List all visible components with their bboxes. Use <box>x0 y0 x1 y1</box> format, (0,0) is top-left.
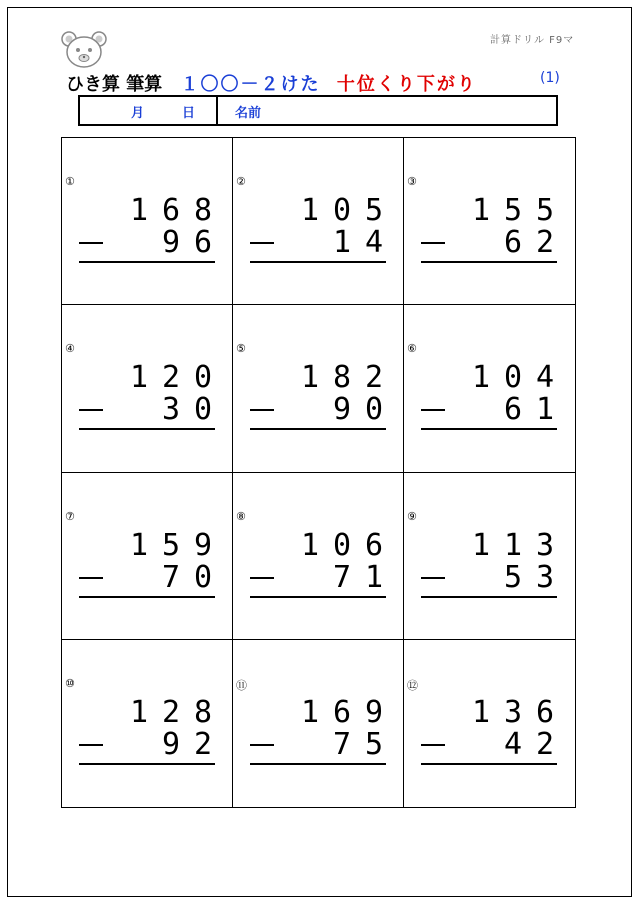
minuend-digit: 9 <box>364 694 384 730</box>
minuend-digit: 3 <box>503 694 523 730</box>
subtrahend-digit: 1 <box>332 225 352 260</box>
answer-line <box>250 763 386 765</box>
problem-number: ③ <box>407 175 417 188</box>
answer-line <box>79 428 215 430</box>
minus-sign <box>79 744 103 746</box>
problem-number: ⑦ <box>65 509 75 523</box>
answer-line <box>421 261 557 263</box>
title-range: １〇〇－２けた <box>180 74 321 95</box>
minuend-digit: 2 <box>161 694 181 730</box>
subtrahend-digit: 5 <box>503 559 523 595</box>
answer-line <box>421 596 557 598</box>
problem-cell <box>62 473 233 640</box>
subtrahend-digit: 5 <box>364 726 384 762</box>
minuend-digit: 1 <box>300 527 320 563</box>
answer-line <box>79 763 215 765</box>
bear-logo-icon <box>60 30 108 70</box>
minuend-digit: 6 <box>364 527 384 563</box>
minus-sign <box>421 577 445 579</box>
sheet-number: (1) <box>540 70 560 86</box>
problem-number: ⑧ <box>236 509 246 523</box>
answer-line <box>421 428 557 430</box>
problem-number: ⑩ <box>65 676 75 690</box>
minus-sign <box>250 409 274 411</box>
name-date-box <box>78 95 558 126</box>
problem-number: ⑪ <box>236 678 247 692</box>
minuend-digit: 0 <box>193 360 213 396</box>
subtrahend-digit: 4 <box>364 225 384 260</box>
subtrahend-digit: 0 <box>193 392 213 428</box>
subtrahend-digit: 0 <box>364 392 384 428</box>
problem-cell <box>62 305 233 472</box>
name-field[interactable] <box>218 97 556 124</box>
minuend-digit: 1 <box>471 527 491 563</box>
subtrahend-digit: 3 <box>161 392 181 428</box>
answer-line <box>79 596 215 598</box>
minuend-digit: 1 <box>300 193 320 228</box>
worksheet-title <box>66 70 477 96</box>
subtrahend-digit: 7 <box>332 726 352 762</box>
subtrahend-digit: 3 <box>535 559 555 595</box>
minuend-digit: 1 <box>471 694 491 730</box>
minuend-digit: 5 <box>535 193 555 228</box>
minuend-digit: 1 <box>129 193 149 228</box>
problem-number: ⑤ <box>236 342 246 356</box>
minuend-digit: 2 <box>364 360 384 396</box>
problem-number: ② <box>236 175 246 188</box>
problem-cell <box>404 473 575 640</box>
month-label: 月 <box>131 106 145 121</box>
minus-sign <box>250 242 274 244</box>
minuend-digit: 8 <box>332 360 352 396</box>
minus-sign <box>79 242 103 244</box>
minus-sign <box>79 409 103 411</box>
problem-cell <box>404 305 575 472</box>
minuend-digit: 9 <box>193 527 213 563</box>
answer-line <box>250 428 386 430</box>
name-label: 名前 <box>235 106 262 121</box>
problem-number: ⑥ <box>407 342 417 356</box>
subtrahend-digit: 7 <box>161 559 181 595</box>
problem-cell <box>62 138 233 305</box>
minuend-digit: 4 <box>535 360 555 396</box>
minuend-digit: 8 <box>193 193 213 228</box>
problem-cell <box>233 305 404 472</box>
minuend-digit: 1 <box>129 527 149 563</box>
subtrahend-digit: 6 <box>503 392 523 428</box>
date-field[interactable] <box>80 97 218 124</box>
minuend-digit: 1 <box>300 694 320 730</box>
minuend-digit: 2 <box>161 360 181 396</box>
brand-label: 計算ドリル F9マ <box>490 35 575 46</box>
answer-line <box>250 596 386 598</box>
day-label: 日 <box>182 106 196 121</box>
problem-grid <box>61 137 576 808</box>
subtrahend-digit: 2 <box>535 726 555 762</box>
answer-line <box>421 763 557 765</box>
subtrahend-digit: 6 <box>193 225 213 260</box>
subtrahend-digit: 2 <box>535 225 555 260</box>
subtrahend-digit: 1 <box>364 559 384 595</box>
problem-cell <box>233 640 404 807</box>
minuend-digit: 1 <box>300 360 320 396</box>
minuend-digit: 1 <box>471 193 491 228</box>
minuend-digit: 1 <box>471 360 491 396</box>
problem-cell <box>404 138 575 305</box>
problem-cell <box>404 640 575 807</box>
minuend-digit: 0 <box>332 193 352 228</box>
minus-sign <box>250 577 274 579</box>
minuend-digit: 5 <box>161 527 181 563</box>
subtrahend-digit: 4 <box>503 726 523 762</box>
minuend-digit: 1 <box>129 360 149 396</box>
problem-cell <box>233 138 404 305</box>
problem-number: ⑫ <box>407 678 418 692</box>
problem-number: ④ <box>65 342 75 356</box>
minuend-digit: 5 <box>364 193 384 228</box>
minus-sign <box>421 744 445 746</box>
subtrahend-digit: 1 <box>535 392 555 428</box>
subtrahend-digit: 0 <box>193 559 213 595</box>
minus-sign <box>79 577 103 579</box>
minuend-digit: 1 <box>129 694 149 730</box>
subtrahend-digit: 6 <box>503 225 523 260</box>
minus-sign <box>421 409 445 411</box>
subtrahend-digit: 2 <box>193 726 213 762</box>
minuend-digit: 6 <box>161 193 181 228</box>
minuend-digit: 0 <box>332 527 352 563</box>
minus-sign <box>421 242 445 244</box>
subtrahend-digit: 9 <box>332 392 352 428</box>
minuend-digit: 8 <box>193 694 213 730</box>
minuend-digit: 6 <box>535 694 555 730</box>
minus-sign <box>250 744 274 746</box>
minuend-digit: 6 <box>332 694 352 730</box>
subtrahend-digit: 7 <box>332 559 352 595</box>
problem-number: ① <box>65 175 75 188</box>
problem-cell <box>233 473 404 640</box>
title-operation: ひき算 筆算 <box>66 74 163 95</box>
minuend-digit: 5 <box>503 193 523 228</box>
subtrahend-digit: 9 <box>161 225 181 260</box>
title-borrow: 十位くり下がり <box>336 74 477 95</box>
answer-line <box>250 261 386 263</box>
minuend-digit: 0 <box>503 360 523 396</box>
problem-number: ⑨ <box>407 509 417 523</box>
problem-cell <box>62 640 233 807</box>
minuend-digit: 3 <box>535 527 555 563</box>
subtrahend-digit: 9 <box>161 726 181 762</box>
minuend-digit: 1 <box>503 527 523 563</box>
answer-line <box>79 261 215 263</box>
